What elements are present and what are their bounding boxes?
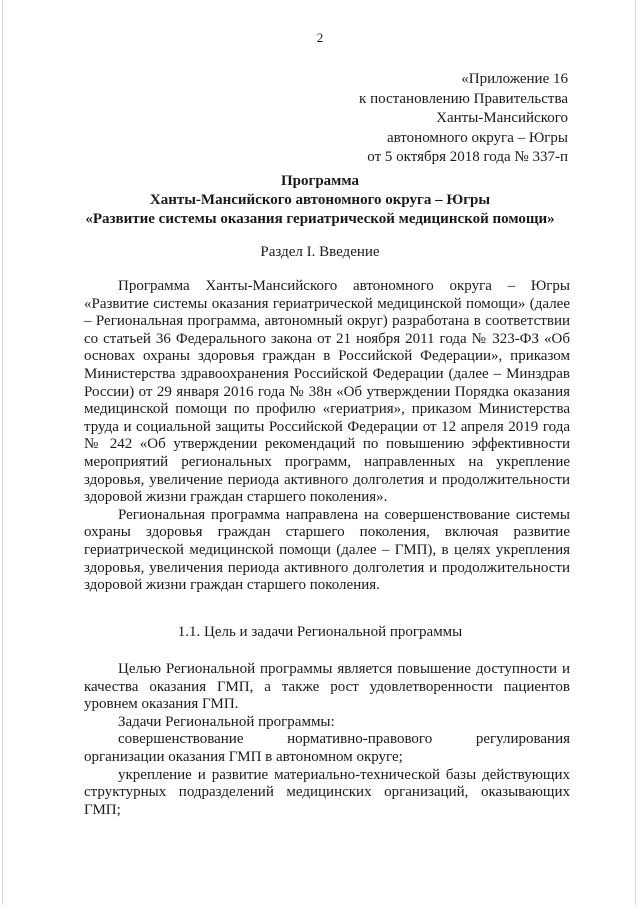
- appendix-line: «Приложение 16: [461, 71, 568, 87]
- appendix-line: к постановлению Правительства: [359, 90, 568, 107]
- introduction-body: [84, 278, 570, 595]
- appendix-line: Ханты-Мансийского: [436, 110, 568, 126]
- appendix-reference: [359, 70, 568, 168]
- paragraph: укрепление и развитие материально-технической базы действующих структурных подразделений медицинских организаций, оказывающих ГМП;: [84, 766, 570, 818]
- paragraph: Программа Ханты-Мансийского автономного округа – Югры «Развитие системы оказания гериатрической медицинской помощи» (далее – Региональная программа, автономный округ) разработана в соответствии со статьей 36 Федерального закона от 21 ноября 2011 года № 323-ФЗ «Об основах охраны здоровья граждан в Российской Федерации», приказом Министерства здравоохранения Российской Федерации (далее – Минздрав России) от 29 января 2016 года № 38н «Об утверждении Порядка оказания медицинской помощи по профилю «гериатрия», приказом Министерства труда и социальной защиты Российской Федерации от 12 апреля 2019 года № 242 «Об утверждении рекомендаций по повышению эффективности мероприятий региональных программ, направленных на укрепление здоровья, увеличение периода активного долголетия и продолжительности здоровой жизни граждан старшего поколения».: [84, 278, 570, 506]
- section-heading-introduction: Раздел I. Введение: [260, 244, 380, 260]
- paragraph: Задачи Региональной программы:: [118, 713, 335, 730]
- paragraph: совершенствование нормативно-правового регулирования организации оказания ГМП в автономном округе;: [84, 731, 570, 765]
- paragraph: Целью Региональной программы является повышение доступности и качества оказания ГМП, а также рост удовлетворенности пациентов уровнем оказания ГМП.: [84, 661, 570, 713]
- title-line: Программа: [281, 173, 359, 189]
- scan-edge-left: [2, 0, 3, 905]
- section-heading-goals: 1.1. Цель и задачи Региональной программы: [177, 624, 463, 640]
- paragraph: Региональная программа направлена на совершенствование системы охраны здоровья граждан старшего поколения, включая развитие гериатрической медицинской помощи (далее – ГМП), в целях укрепления здоровья, увеличения периода активного долголетия и продолжительности здоровой жизни граждан старшего поколения.: [84, 506, 570, 594]
- appendix-line: от 5 октября 2018 года № 337-п: [367, 149, 568, 165]
- title-line: Ханты-Мансийского автономного округа – Югры: [149, 192, 491, 208]
- goals-body: [84, 661, 570, 819]
- appendix-line: автономного округа – Югры: [386, 129, 568, 146]
- page-number: 2: [316, 30, 324, 45]
- program-title: [0, 172, 640, 229]
- title-line: «Развитие системы оказания гериатрической медицинской помощи»: [85, 211, 555, 227]
- scan-edge-right: [635, 0, 636, 905]
